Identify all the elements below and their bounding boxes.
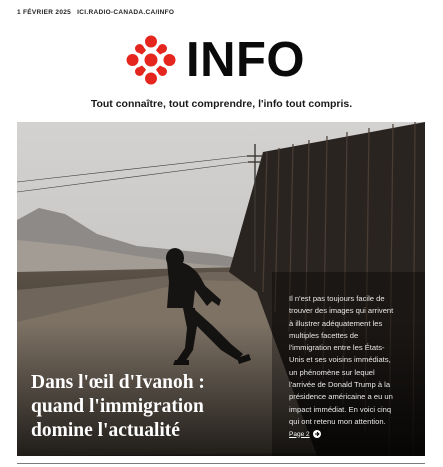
summary-line: l'arrivée de Donald Trump à la	[289, 380, 391, 390]
arrow-right-circle-icon	[313, 430, 321, 438]
summary-line: à illustrer adéquatement les	[289, 318, 383, 328]
headline-line: domine l'actualité	[31, 420, 180, 441]
page-link-label: Page 2	[289, 430, 310, 438]
radio-canada-gem-icon	[125, 34, 177, 86]
feature-summary	[289, 293, 411, 428]
page-2-link[interactable]	[289, 430, 321, 438]
summary-line: impact immédiat. En voici cinq	[289, 404, 392, 414]
summary-line: multiples facettes de	[289, 330, 359, 340]
summary-line: présidence américaine a eu un	[289, 392, 393, 402]
tagline: Tout connaître, tout comprendre, l'info tout compris.	[90, 98, 353, 110]
headline-line: Dans l'œil d'Ivanoh :	[31, 372, 205, 393]
summary-line: un phénomène sur lequel	[289, 367, 375, 377]
issue-date: 1 FÉVRIER 2025	[17, 9, 72, 16]
summary-line: trouver des images qui arrivent	[289, 306, 394, 316]
site-url[interactable]: ICI.RADIO-CANADA.CA/INFO	[77, 9, 175, 16]
divider	[17, 463, 425, 464]
dateline	[17, 9, 174, 16]
feature-headline[interactable]	[31, 371, 271, 443]
summary-line: Il n'est pas toujours facile de	[289, 294, 385, 303]
feature-card[interactable]	[17, 122, 425, 456]
headline-line: quand l'immigration	[31, 396, 204, 417]
summary-line: Unis et ses voisins immédiats,	[289, 355, 391, 365]
summary-line: qui ont retenu mon attention.	[289, 416, 386, 426]
brand-wordmark: INFO	[186, 32, 306, 87]
masthead[interactable]	[125, 33, 325, 87]
summary-line: l'immigration entre les États-	[289, 343, 385, 353]
